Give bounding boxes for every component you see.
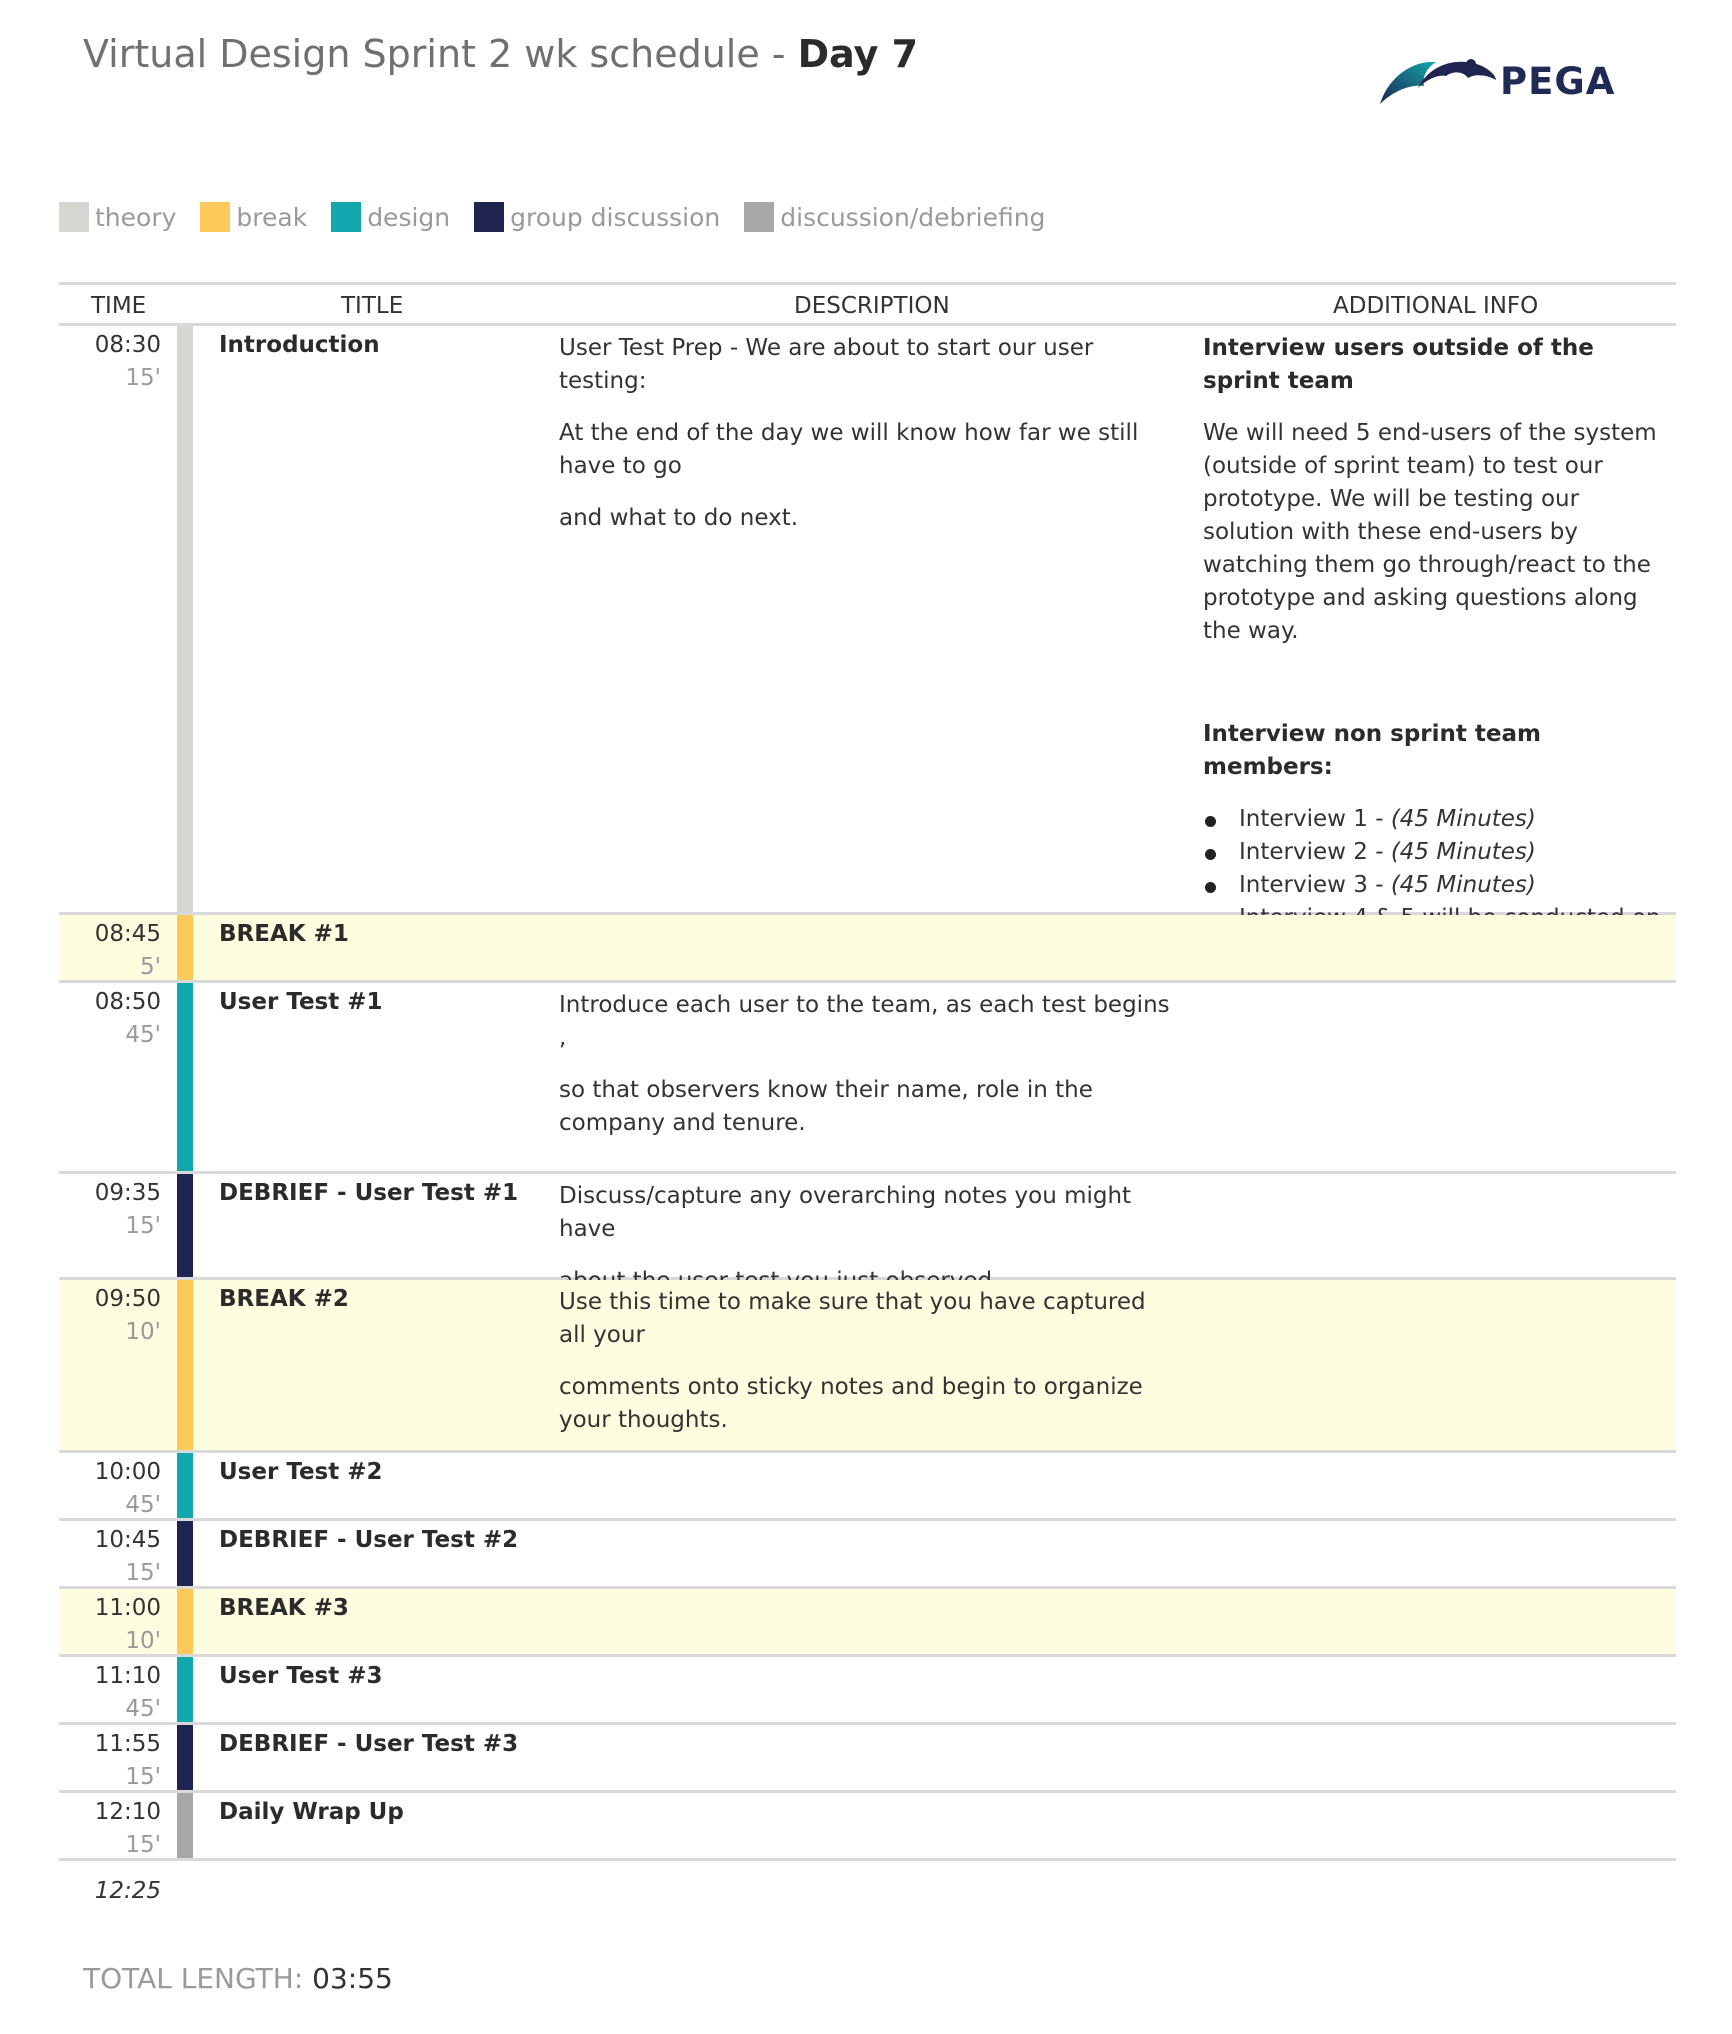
row-time: 09:35 <box>94 1180 161 1206</box>
legend-label: design <box>367 202 451 232</box>
row-time: 11:10 <box>94 1663 161 1689</box>
logo-text: PEGA <box>1500 60 1616 103</box>
category-bar-theory <box>177 326 193 912</box>
row-additional-info <box>1203 332 1663 968</box>
legend-label: theory <box>95 202 177 232</box>
row-title: BREAK #3 <box>219 1595 349 1621</box>
description-line: Discuss/capture any overarching notes you might have <box>559 1183 1132 1242</box>
legend-swatch-debrief <box>744 202 774 232</box>
row-duration: 15' <box>125 1560 161 1586</box>
table-row <box>59 1280 1676 1453</box>
row-title: DEBRIEF - User Test #3 <box>219 1731 519 1757</box>
list-item <box>1203 869 1663 902</box>
table-row <box>59 1793 1676 1861</box>
row-title: DEBRIEF - User Test #1 <box>219 1180 519 1206</box>
row-duration: 15' <box>125 1832 161 1858</box>
row-title: DEBRIEF - User Test #2 <box>219 1527 519 1553</box>
row-time: 11:00 <box>94 1595 161 1621</box>
bullet-duration: (45 Minutes) <box>1390 872 1536 898</box>
category-bar-break <box>177 915 193 980</box>
row-time: 08:30 <box>94 332 161 358</box>
row-title: BREAK #2 <box>219 1286 349 1312</box>
category-bar-debrief <box>177 1793 193 1858</box>
row-duration: 45' <box>125 1492 161 1518</box>
description-line: comments onto sticky notes and begin to organize your thoughts. <box>559 1374 1143 1433</box>
list-item <box>1203 803 1663 836</box>
header-title: TITLE <box>341 293 404 319</box>
bullet-text: Interview 1 - <box>1239 806 1391 832</box>
category-bar-break <box>177 1589 193 1654</box>
row-duration: 15' <box>125 1764 161 1790</box>
legend-swatch-design <box>331 202 361 232</box>
description-line: Use this time to make sure that you have captured all your <box>559 1289 1146 1348</box>
info-paragraph: We will need 5 end-users of the system (outside of sprint team) to test our prototype. We will be testing our solution with these end-users by watching them go through/react to the prototype and asking questions along the way. <box>1203 420 1657 644</box>
row-time: 12:10 <box>94 1799 161 1825</box>
row-description <box>559 1286 1179 1456</box>
table-header <box>59 282 1676 326</box>
legend-debriefing <box>744 202 1045 232</box>
list-item <box>1203 836 1663 869</box>
row-duration: 15' <box>125 1213 161 1239</box>
table-row <box>59 983 1676 1174</box>
row-duration: 45' <box>125 1696 161 1722</box>
header-time: TIME <box>91 293 147 319</box>
table-row <box>59 1174 1676 1280</box>
bullet-duration: (45 Minutes) <box>1390 839 1536 865</box>
pega-logo-icon <box>1378 52 1498 108</box>
row-title: Introduction <box>219 332 380 358</box>
end-time: 12:25 <box>94 1878 161 1904</box>
row-title: User Test #1 <box>219 989 383 1015</box>
row-duration: 15' <box>125 365 161 391</box>
legend-label: discussion/debriefing <box>780 202 1046 232</box>
description-line: At the end of the day we will know how far we still have to go <box>559 420 1139 479</box>
row-duration: 10' <box>125 1628 161 1654</box>
legend-design <box>331 202 450 232</box>
row-time: 10:45 <box>94 1527 161 1553</box>
page-title <box>83 32 918 76</box>
category-bar-group <box>177 1725 193 1790</box>
header-additional-info: ADDITIONAL INFO <box>1333 293 1539 319</box>
row-description <box>559 332 1179 554</box>
pega-logo <box>1378 52 1618 112</box>
category-bar-design <box>177 1657 193 1722</box>
schedule-table <box>59 282 1676 1861</box>
category-bar-design <box>177 1453 193 1518</box>
description-line: so that observers know their name, role in the company and tenure. <box>559 1077 1093 1136</box>
category-bar-group <box>177 1174 193 1277</box>
legend-group-discussion <box>474 202 720 232</box>
legend-label: break <box>236 202 308 232</box>
table-row <box>59 915 1676 983</box>
legend-theory <box>59 202 176 232</box>
category-bar-break <box>177 1280 193 1450</box>
row-time: 10:00 <box>94 1459 161 1485</box>
table-row <box>59 1521 1676 1589</box>
title-prefix: Virtual Design Sprint 2 wk schedule - <box>83 32 798 76</box>
row-duration: 10' <box>125 1319 161 1345</box>
legend-swatch-theory <box>59 202 89 232</box>
legend-swatch-group <box>474 202 504 232</box>
legend-break <box>200 202 307 232</box>
legend-swatch-break <box>200 202 230 232</box>
row-time: 09:50 <box>94 1286 161 1312</box>
row-title: Daily Wrap Up <box>219 1799 404 1825</box>
row-title: User Test #3 <box>219 1663 383 1689</box>
bullet-text: Interview 2 - <box>1239 839 1391 865</box>
table-row <box>59 1589 1676 1657</box>
row-time: 08:45 <box>94 921 161 947</box>
description-line: User Test Prep - We are about to start our user testing: <box>559 335 1094 394</box>
row-duration: 45' <box>125 1022 161 1048</box>
row-title: User Test #2 <box>219 1459 383 1485</box>
total-length <box>83 1962 393 1995</box>
bullet-duration: (45 Minutes) <box>1390 806 1536 832</box>
table-row <box>59 1453 1676 1521</box>
row-time: 11:55 <box>94 1731 161 1757</box>
category-bar-design <box>177 983 193 1171</box>
info-heading: Interview users outside of the sprint team <box>1203 335 1594 394</box>
legend <box>59 202 1069 232</box>
total-label: TOTAL LENGTH: <box>83 1962 304 1995</box>
header-description: DESCRIPTION <box>794 293 950 319</box>
table-row <box>59 326 1676 915</box>
legend-label: group discussion <box>510 202 721 232</box>
info-heading: Interview non sprint team members: <box>1203 721 1541 780</box>
total-value: 03:55 <box>312 1962 393 1995</box>
row-time: 08:50 <box>94 989 161 1015</box>
row-title: BREAK #1 <box>219 921 349 947</box>
title-day: Day 7 <box>797 32 919 76</box>
table-row <box>59 1725 1676 1793</box>
category-bar-group <box>177 1521 193 1586</box>
row-description <box>559 989 1179 1159</box>
table-row <box>59 1657 1676 1725</box>
description-line: and what to do next. <box>559 505 799 531</box>
row-duration: 5' <box>140 954 161 980</box>
description-line: Introduce each user to the team, as each test begins , <box>559 992 1170 1051</box>
bullet-text: Interview 3 - <box>1239 872 1391 898</box>
